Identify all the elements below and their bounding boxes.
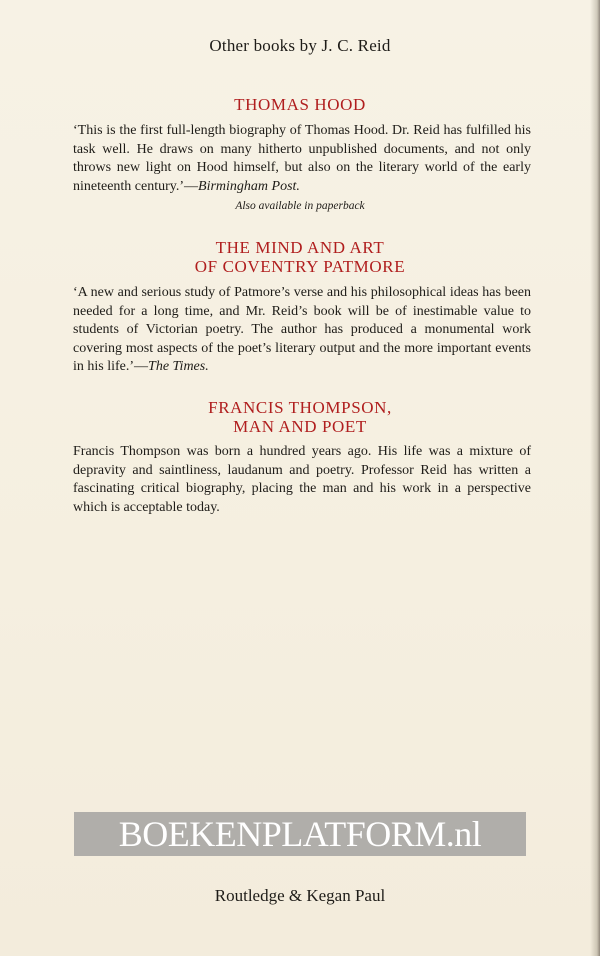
book-blurb-francis-thompson	[73, 443, 531, 517]
blurb-text: ‘A new and serious study of Patmore’s verse and his philosophical ideas has been needed for a long time, and Mr. Reid’s book will be of inestimable value to students of Victorian poetry. The author has produced a monumental work covering most aspects of the poet’s literary output and the more important events in his life.’—	[73, 285, 531, 375]
blurb-text: ‘This is the first full-length biography of Thomas Hood. Dr. Reid has fulfilled his task well. He draws on many hitherto unpublished documents, and not only throws new light on Hood himself, but also on the literary world of the early nineteenth century.’—	[73, 123, 531, 194]
blurb-text: Francis Thompson was born a hundred years ago. His life was a mixture of depravity and saintliness, laudanum and poetry. Professor Reid has written a fascinating critical biography, placing the man and his work in a perspective which is acceptable today.	[73, 444, 531, 515]
book-title-line: THOMAS HOOD	[234, 95, 366, 114]
blurb-source: The Times.	[148, 359, 209, 375]
page-title: Other books by J. C. Reid	[209, 36, 391, 55]
page-edge-shadow	[590, 0, 600, 956]
book-title-thomas-hood	[0, 95, 600, 114]
book-title-coventry-patmore	[0, 238, 600, 276]
book-title-line: THE MIND AND ART	[215, 238, 385, 257]
book-title-line: MAN AND POET	[233, 417, 367, 436]
watermark-text: BOEKENPLATFORM.nl	[118, 814, 482, 854]
book-blurb-thomas-hood	[73, 122, 531, 196]
blurb-source: Birmingham Post.	[198, 178, 300, 194]
paperback-note: Also available in paperback	[235, 200, 365, 212]
publisher-name: Routledge & Kegan Paul	[214, 886, 386, 905]
book-title-francis-thompson	[0, 398, 600, 436]
book-blurb-coventry-patmore	[73, 284, 531, 377]
book-title-line: FRANCIS THOMPSON,	[208, 398, 392, 417]
book-title-line: OF COVENTRY PATMORE	[194, 257, 406, 276]
